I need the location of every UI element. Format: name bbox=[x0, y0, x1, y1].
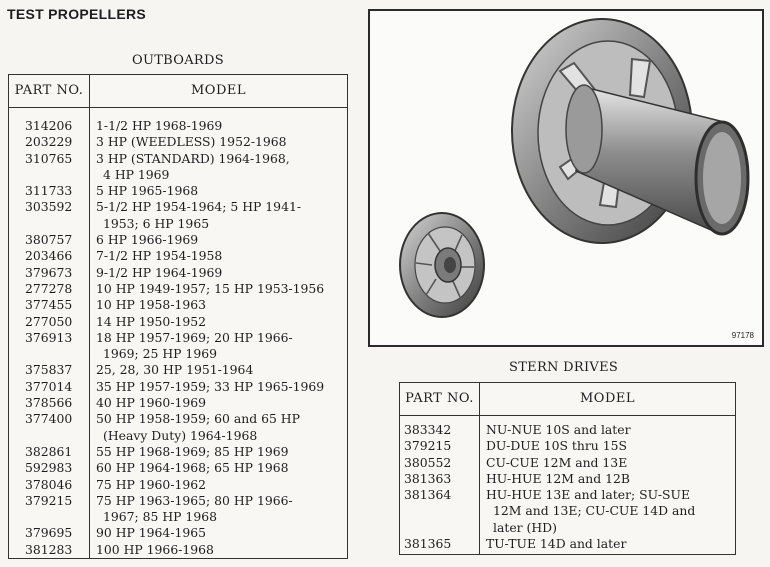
model-line: HU-HUE 13E and later; SU-SUE bbox=[486, 487, 691, 503]
table-row bbox=[400, 438, 736, 454]
model-description bbox=[90, 460, 348, 476]
propeller-photo bbox=[368, 9, 764, 347]
table-row bbox=[9, 493, 348, 526]
table-row bbox=[9, 330, 348, 363]
part-number: 379695 bbox=[9, 525, 90, 541]
table-row bbox=[400, 536, 736, 555]
part-no-header: PART NO. bbox=[400, 383, 480, 416]
model-description bbox=[90, 477, 348, 493]
table-row bbox=[400, 455, 736, 471]
model-description bbox=[480, 471, 736, 487]
model-line: TU-TUE 14D and later bbox=[486, 536, 627, 552]
model-line: 25, 28, 30 HP 1951-1964 bbox=[96, 362, 254, 378]
model-description bbox=[90, 134, 348, 150]
model-line: 1969; 25 HP 1969 bbox=[103, 346, 217, 362]
part-number: 378566 bbox=[9, 395, 90, 411]
model-line: 7-1/2 HP 1954-1958 bbox=[96, 248, 223, 264]
part-number: 379215 bbox=[400, 438, 480, 454]
propeller-illustration bbox=[370, 11, 764, 347]
outboards-caption: OUTBOARDS bbox=[132, 53, 224, 68]
part-number: 381364 bbox=[400, 487, 480, 536]
table-row bbox=[9, 134, 348, 150]
model-description bbox=[90, 232, 348, 248]
figure-number: 97178 bbox=[731, 331, 754, 340]
model-line: 9-1/2 HP 1964-1969 bbox=[96, 264, 223, 280]
part-number: 310765 bbox=[9, 151, 90, 184]
model-line: 5 HP 1965-1968 bbox=[96, 183, 199, 199]
model-line: (Heavy Duty) 1964-1968 bbox=[103, 427, 258, 443]
table-row bbox=[400, 416, 736, 439]
model-line: later (HD) bbox=[493, 519, 557, 535]
part-number: 314206 bbox=[9, 108, 90, 135]
model-line: 6 HP 1966-1969 bbox=[96, 232, 199, 248]
model-description bbox=[90, 314, 348, 330]
model-description bbox=[90, 542, 348, 559]
header-row bbox=[400, 383, 736, 416]
part-number: 376913 bbox=[9, 330, 90, 363]
part-number: 380757 bbox=[9, 232, 90, 248]
model-description bbox=[480, 455, 736, 471]
stern-drives-table bbox=[399, 382, 736, 555]
model-line: 50 HP 1958-1959; 60 and 65 HP bbox=[96, 411, 300, 427]
model-line: 10 HP 1949-1957; 15 HP 1953-1956 bbox=[96, 280, 325, 296]
stern-drives-body bbox=[400, 416, 736, 555]
model-line: 5-1/2 HP 1954-1964; 5 HP 1941- bbox=[96, 199, 302, 215]
table-row bbox=[9, 265, 348, 281]
table-row bbox=[9, 477, 348, 493]
part-number: 380552 bbox=[400, 455, 480, 471]
table-row bbox=[9, 248, 348, 264]
model-description bbox=[90, 330, 348, 363]
model-line: 1953; 6 HP 1965 bbox=[103, 215, 210, 231]
table-row bbox=[400, 471, 736, 487]
model-line: 100 HP 1966-1968 bbox=[96, 541, 214, 557]
table-row bbox=[9, 379, 348, 395]
header-row bbox=[9, 75, 348, 108]
part-number: 381283 bbox=[9, 542, 90, 559]
outboards-table bbox=[8, 74, 348, 559]
model-description bbox=[480, 416, 736, 439]
part-number: 277278 bbox=[9, 281, 90, 297]
model-line: CU-CUE 12M and 13E bbox=[486, 454, 628, 470]
part-number: 381365 bbox=[400, 536, 480, 555]
part-number: 381363 bbox=[400, 471, 480, 487]
part-number: 375837 bbox=[9, 362, 90, 378]
model-line: DU-DUE 10S thru 15S bbox=[486, 438, 627, 454]
model-description bbox=[90, 199, 348, 232]
outboards-body bbox=[9, 108, 348, 559]
model-description bbox=[90, 151, 348, 184]
part-number: 377400 bbox=[9, 411, 90, 444]
model-description bbox=[90, 444, 348, 460]
table-row bbox=[9, 232, 348, 248]
model-line: 60 HP 1964-1968; 65 HP 1968 bbox=[96, 460, 289, 476]
part-no-header: PART NO. bbox=[9, 75, 90, 108]
part-number: 203466 bbox=[9, 248, 90, 264]
part-number: 379673 bbox=[9, 265, 90, 281]
model-line: 4 HP 1969 bbox=[103, 166, 170, 182]
page-heading: TEST PROPELLERS bbox=[7, 6, 147, 22]
part-number: 203229 bbox=[9, 134, 90, 150]
table-row bbox=[9, 395, 348, 411]
table-row bbox=[9, 297, 348, 313]
model-description bbox=[90, 411, 348, 444]
model-header: MODEL bbox=[90, 75, 348, 108]
model-description bbox=[90, 395, 348, 411]
part-number: 277050 bbox=[9, 314, 90, 330]
model-line: 35 HP 1957-1959; 33 HP 1965-1969 bbox=[96, 378, 325, 394]
model-line: 14 HP 1950-1952 bbox=[96, 313, 207, 329]
model-line: 40 HP 1960-1969 bbox=[96, 395, 207, 411]
table-row bbox=[9, 444, 348, 460]
model-line: 18 HP 1957-1969; 20 HP 1966- bbox=[96, 329, 293, 345]
table-row bbox=[9, 460, 348, 476]
model-line: 75 HP 1960-1962 bbox=[96, 476, 207, 492]
model-description bbox=[90, 362, 348, 378]
model-line: 55 HP 1968-1969; 85 HP 1969 bbox=[96, 443, 289, 459]
model-line: 1967; 85 HP 1968 bbox=[103, 509, 217, 525]
model-description bbox=[480, 487, 736, 536]
table-row bbox=[9, 525, 348, 541]
table-row bbox=[9, 183, 348, 199]
part-number: 382861 bbox=[9, 444, 90, 460]
table-row bbox=[9, 411, 348, 444]
model-description bbox=[90, 379, 348, 395]
table-row bbox=[9, 151, 348, 184]
model-line: 90 HP 1964-1965 bbox=[96, 525, 207, 541]
part-number: 378046 bbox=[9, 477, 90, 493]
model-description bbox=[90, 248, 348, 264]
model-description bbox=[480, 438, 736, 454]
model-line: NU-NUE 10S and later bbox=[486, 422, 631, 437]
stern-drives-caption: STERN DRIVES bbox=[509, 360, 619, 375]
model-description bbox=[90, 183, 348, 199]
model-line: 12M and 13E; CU-CUE 14D and bbox=[493, 503, 696, 519]
part-number: 592983 bbox=[9, 460, 90, 476]
model-description bbox=[90, 265, 348, 281]
table-row bbox=[9, 108, 348, 135]
part-number: 377014 bbox=[9, 379, 90, 395]
table-row bbox=[9, 199, 348, 232]
model-line: 10 HP 1958-1963 bbox=[96, 297, 207, 313]
model-line: 3 HP (STANDARD) 1964-1968, bbox=[96, 150, 290, 166]
part-number: 377455 bbox=[9, 297, 90, 313]
model-header: MODEL bbox=[480, 383, 736, 416]
model-description bbox=[90, 525, 348, 541]
model-line: HU-HUE 12M and 12B bbox=[486, 470, 630, 486]
model-line: 75 HP 1963-1965; 80 HP 1966- bbox=[96, 492, 293, 508]
part-number: 383342 bbox=[400, 416, 480, 439]
model-line: 1-1/2 HP 1968-1969 bbox=[96, 118, 223, 133]
model-description bbox=[90, 297, 348, 313]
table-row bbox=[400, 487, 736, 536]
model-description bbox=[480, 536, 736, 555]
part-number: 303592 bbox=[9, 199, 90, 232]
model-line: 3 HP (WEEDLESS) 1952-1968 bbox=[96, 134, 287, 150]
table-row bbox=[9, 314, 348, 330]
table-row bbox=[9, 281, 348, 297]
model-description bbox=[90, 281, 348, 297]
model-description bbox=[90, 493, 348, 526]
table-row bbox=[9, 362, 348, 378]
table-row bbox=[9, 542, 348, 559]
model-description bbox=[90, 108, 348, 135]
part-number: 379215 bbox=[9, 493, 90, 526]
part-number: 311733 bbox=[9, 183, 90, 199]
